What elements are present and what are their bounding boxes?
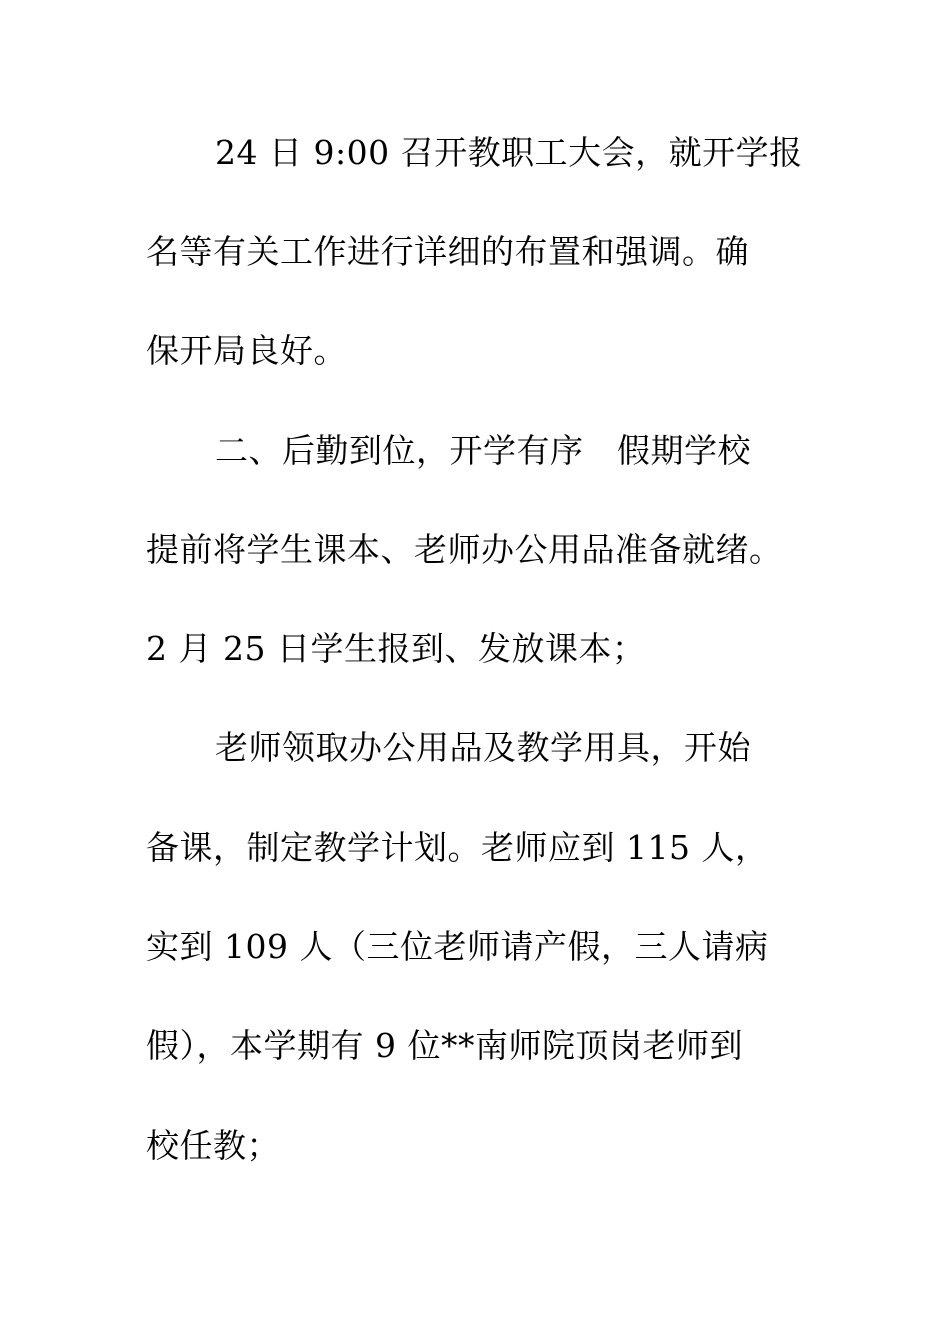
paragraph-line: 2 月 25 日学生报到、发放课本；	[146, 629, 646, 668]
paragraph-line: 校任教；	[146, 1126, 280, 1165]
paragraph-line: 备课，制定教学计划。老师应到 115 人，	[146, 828, 769, 867]
paragraph-line: 名等有关工作进行详细的布置和强调。确	[146, 232, 749, 271]
paragraph-line: 24 日 9:00 召开教职工大会，就开学报	[215, 133, 803, 172]
paragraph-line: 提前将学生课本、老师办公用品准备就绪。	[146, 530, 783, 569]
paragraph-line: 实到 109 人（三位老师请产假，三人请病	[146, 927, 769, 966]
paragraph-line: 假），本学期有 9 位**南师院顶岗老师到	[146, 1026, 743, 1065]
paragraph-line: 保开局良好。	[146, 331, 347, 370]
paragraph-line: 老师领取办公用品及教学用具，开始	[215, 728, 751, 767]
paragraph-line: 二、后勤到位，开学有序 假期学校	[215, 431, 751, 470]
